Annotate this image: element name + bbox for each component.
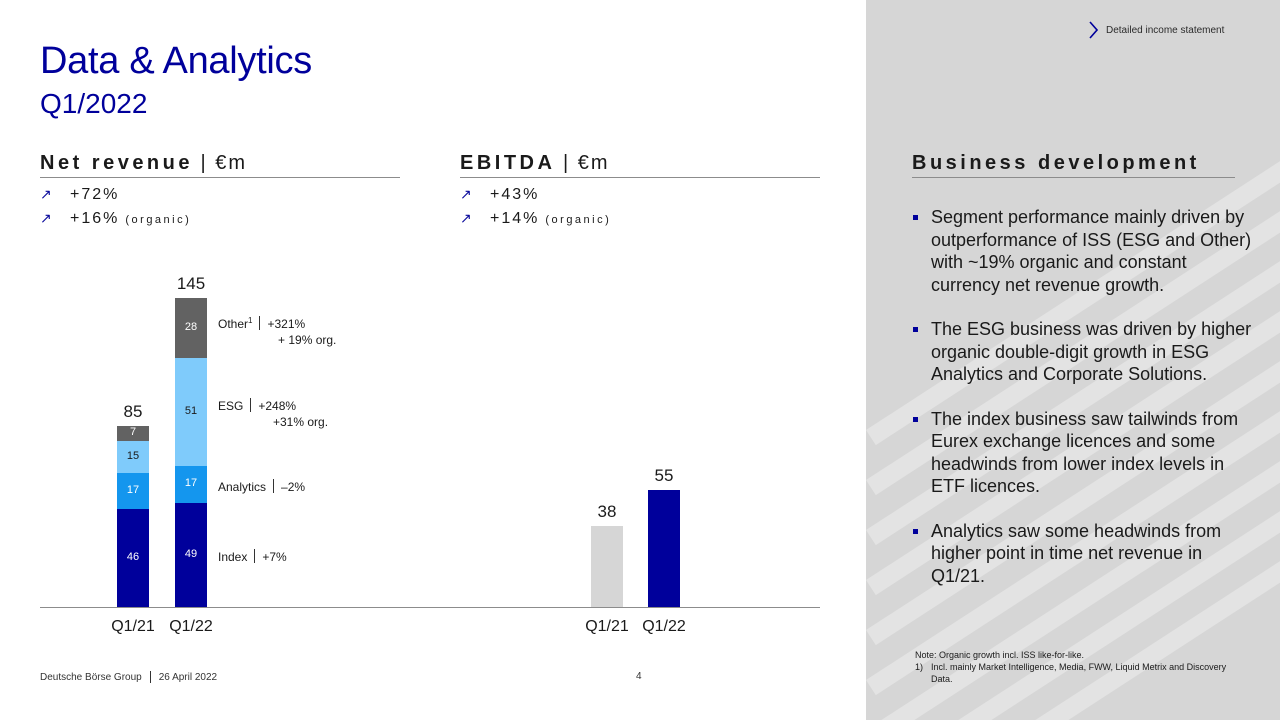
annotation-other-organic: + 19% org.	[278, 333, 337, 347]
ebitda-kpi-value: +14%	[490, 210, 540, 227]
list-item: The index business saw tailwinds from Eurex exchange licences and some headwinds from lower index levels in ETF licences.	[912, 408, 1252, 498]
ebitda-heading-bold: EBITDA	[460, 152, 556, 174]
footnote-marker: 1	[248, 316, 253, 325]
annotation-index-label: Index	[218, 550, 248, 564]
data-label: 7	[129, 426, 137, 439]
data-label: 55	[654, 465, 674, 485]
net-revenue-kpi-growth	[40, 186, 119, 204]
list-item: The ESG business was driven by higher organic double-digit growth in ESG Analytics and Corporate Solutions.	[912, 318, 1252, 386]
bar-total-label: 145	[176, 274, 206, 293]
net-revenue-heading-bold: Net revenue	[40, 152, 193, 174]
annotation-other-label: Other	[218, 317, 249, 331]
list-item: Analytics saw some headwinds from higher point in time net revenue in Q1/21.	[912, 520, 1252, 588]
annotation-other	[218, 313, 336, 348]
separator	[254, 549, 255, 563]
footnote-number: 1)	[915, 662, 924, 672]
bar-total-label: 85	[123, 401, 143, 421]
data-label: 28	[184, 320, 198, 333]
annotation-esg-growth: +248%	[258, 399, 297, 413]
annotation-esg-label: ESG	[218, 399, 244, 413]
ebitda-kpi-value: +43%	[490, 186, 540, 203]
net-revenue-kpi-value: +16%	[70, 210, 120, 227]
net-revenue-kpi-value: +72%	[70, 186, 120, 203]
detailed-income-statement-link[interactable]	[1088, 20, 1224, 40]
footnote-text: Incl. mainly Market Intelligence, Media, FWW, Liquid Metrix and Discovery Data.	[931, 662, 1227, 684]
annotation-analytics	[218, 479, 305, 495]
annotation-analytics-label: Analytics	[218, 480, 267, 494]
footer	[40, 671, 217, 683]
annotation-index	[218, 549, 287, 565]
separator	[150, 671, 151, 683]
bar-ebitda-q1-21	[591, 526, 623, 607]
annotation-analytics-growth: –2%	[281, 480, 306, 494]
footnotes	[915, 649, 1245, 685]
separator	[250, 398, 251, 412]
annotation-index-growth: +7%	[262, 550, 287, 564]
x-tick-label: Q1/21	[585, 618, 629, 635]
detailed-income-statement-label: Detailed income statement	[1106, 24, 1225, 36]
data-label: 17	[184, 477, 198, 490]
ebitda-kpi-note: (organic)	[545, 214, 612, 226]
x-tick-label: Q1/21	[111, 618, 155, 635]
ebitda-kpi-organic	[460, 210, 611, 228]
net-revenue-kpi-note: (organic)	[125, 214, 192, 226]
arrow-up-right-icon: ↗	[40, 210, 52, 226]
business-development-list	[912, 206, 1252, 609]
ebitda-heading-unit: | €m	[555, 152, 610, 174]
footnote-1	[915, 661, 1245, 685]
list-item: Segment performance mainly driven by outperformance of ISS (ESG and Other) with ~19% organic and constant currency net revenue growth.	[912, 206, 1252, 296]
arrow-up-right-icon: ↗	[460, 210, 472, 226]
page-number: 4	[636, 671, 642, 682]
data-label: 46	[126, 550, 140, 563]
arrow-up-right-icon: ↗	[460, 186, 472, 202]
annotation-other-growth: +321%	[267, 317, 306, 331]
ebitda-heading	[460, 152, 820, 178]
annotation-esg	[218, 398, 328, 430]
footer-date: 26 April 2022	[158, 671, 218, 683]
page-subtitle: Q1/2022	[40, 88, 148, 119]
data-label: 49	[184, 547, 198, 560]
annotation-esg-organic: +31% org.	[273, 415, 329, 429]
x-tick-label: Q1/22	[169, 618, 213, 635]
data-label: 17	[126, 483, 140, 496]
net-revenue-kpi-organic	[40, 210, 191, 228]
arrow-up-right-icon: ↗	[40, 186, 52, 202]
separator	[273, 479, 274, 493]
separator	[259, 316, 260, 330]
net-revenue-heading-unit: | €m	[193, 152, 248, 174]
note-organic: Note: Organic growth incl. ISS like-for-like.	[915, 650, 1085, 660]
net-revenue-heading	[40, 152, 400, 178]
chevron-right-icon	[1088, 21, 1098, 39]
page-title: Data & Analytics	[40, 40, 312, 82]
data-label: 38	[597, 502, 617, 522]
ebitda-kpi-growth	[460, 186, 539, 204]
business-development-heading	[912, 152, 1235, 178]
chart-baseline	[40, 607, 820, 608]
bar-ebitda-q1-22	[648, 490, 680, 607]
x-tick-label: Q1/22	[642, 618, 686, 635]
footer-company: Deutsche Börse Group	[40, 671, 142, 683]
business-development-heading-text: Business development	[912, 152, 1200, 174]
data-label: 51	[184, 405, 198, 417]
data-label: 15	[126, 449, 140, 462]
